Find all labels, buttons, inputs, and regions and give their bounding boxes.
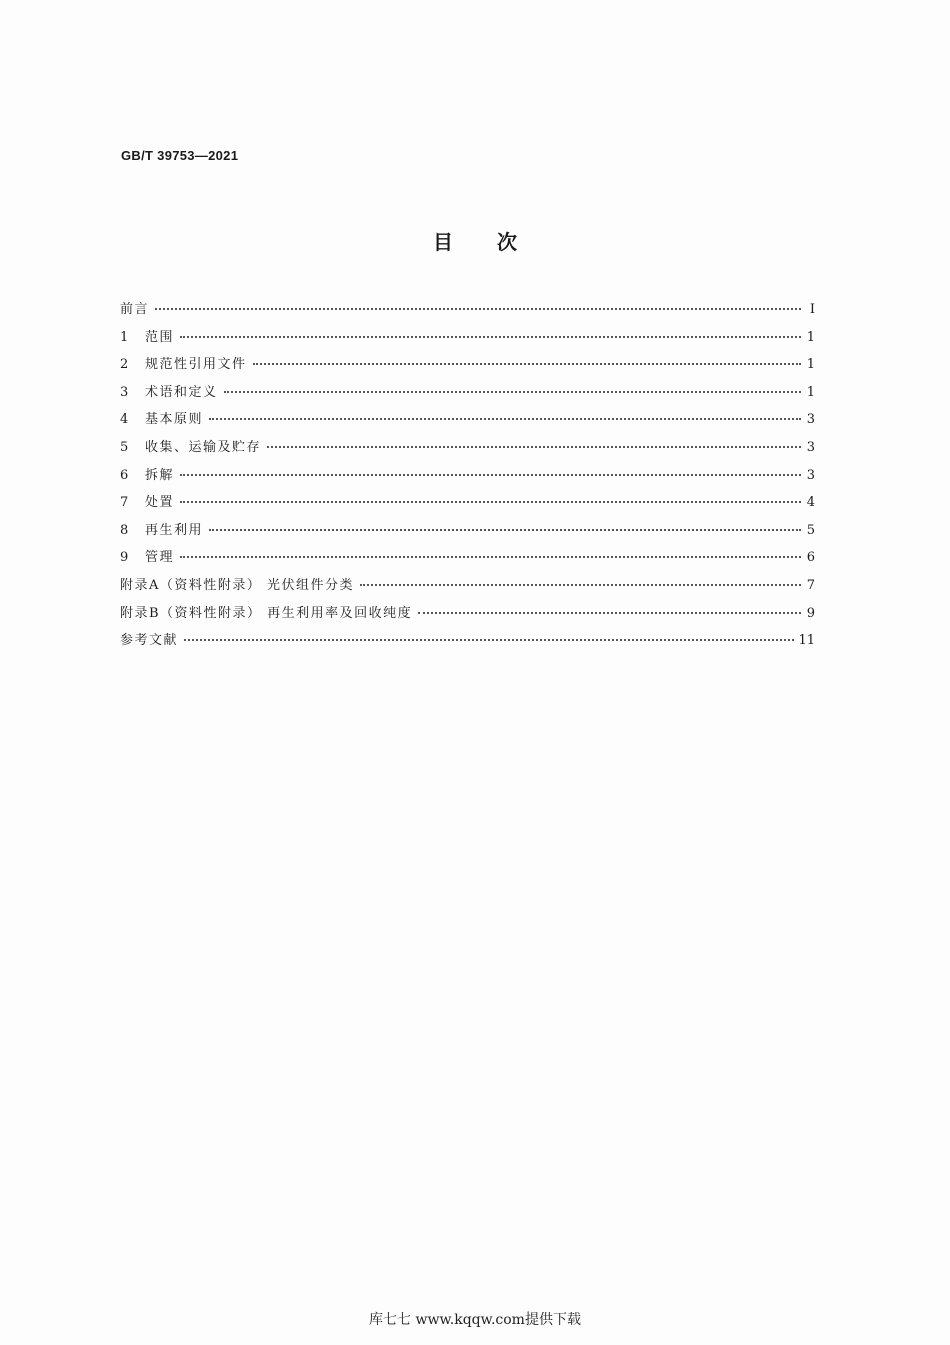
toc-leader-dots xyxy=(180,474,801,476)
toc-entry-page: 11 xyxy=(798,633,815,649)
toc-entry-page: 1 xyxy=(806,329,815,345)
toc-entry-foreword[interactable] xyxy=(120,298,815,326)
toc-entry-6[interactable] xyxy=(120,464,815,492)
toc-entry-number: 1 xyxy=(120,329,129,345)
toc-entry-page: 9 xyxy=(806,605,815,621)
toc-entry-page: 3 xyxy=(806,467,815,483)
toc-entry-number: 6 xyxy=(120,467,129,483)
toc-entry-page: 7 xyxy=(806,577,815,593)
toc-entry-number: 8 xyxy=(120,522,129,538)
download-source-footer: 库七七 www.kqqw.com提供下载 xyxy=(369,1312,581,1328)
toc-entry-page: 3 xyxy=(806,439,815,455)
toc-leader-dots xyxy=(180,556,801,558)
toc-entry-page: 3 xyxy=(806,412,815,428)
toc-leader-dots xyxy=(267,446,801,448)
toc-entry-label: 参考文献 xyxy=(120,633,179,649)
toc-entry-page: 1 xyxy=(806,357,815,373)
toc-leader-dots xyxy=(155,308,801,310)
toc-entry-number: 2 xyxy=(120,357,129,373)
toc-entry-page: 5 xyxy=(806,522,815,538)
toc-entry-4[interactable] xyxy=(120,408,815,436)
toc-leader-dots xyxy=(184,639,794,641)
toc-entry-label: 范围 xyxy=(145,329,175,345)
toc-entry-label: 再生利用 xyxy=(145,522,204,538)
toc-entry-label: 拆解 xyxy=(145,467,175,483)
document-code: GB/T 39753—2021 xyxy=(121,148,239,163)
toc-entry-3[interactable] xyxy=(120,381,815,409)
toc-entry-page: I xyxy=(809,302,815,317)
toc-entry-number: 3 xyxy=(120,384,129,400)
toc-entry-label: 基本原则 xyxy=(145,412,204,428)
toc-entry-page: 4 xyxy=(806,495,815,511)
toc-entry-number: 5 xyxy=(120,439,129,455)
toc-entry-number: 4 xyxy=(120,412,129,428)
toc-entry-page: 6 xyxy=(806,550,815,566)
toc-entry-number: 7 xyxy=(120,495,129,511)
table-of-contents xyxy=(120,298,815,657)
toc-entry-label: 处置 xyxy=(145,495,175,511)
toc-entry-label: 前言 xyxy=(120,302,150,317)
toc-leader-dots xyxy=(180,336,801,338)
toc-entry-7[interactable] xyxy=(120,491,815,519)
toc-leader-dots xyxy=(209,529,801,531)
toc-entry-number: 9 xyxy=(120,550,129,566)
toc-leader-dots xyxy=(418,612,801,614)
toc-entry-label: 附录B（资料性附录） 再生利用率及回收纯度 xyxy=(120,605,413,621)
toc-entry-2[interactable] xyxy=(120,353,815,381)
toc-entry-8[interactable] xyxy=(120,519,815,547)
toc-entry-9[interactable] xyxy=(120,546,815,574)
toc-leader-dots xyxy=(360,584,801,586)
toc-entry-label: 管理 xyxy=(145,550,175,566)
toc-entry-label: 术语和定义 xyxy=(145,384,218,400)
toc-entry-5[interactable] xyxy=(120,436,815,464)
toc-entry-appendix-b[interactable] xyxy=(120,602,815,630)
toc-entry-label: 规范性引用文件 xyxy=(145,357,247,373)
toc-leader-dots xyxy=(209,418,801,420)
toc-leader-dots xyxy=(253,363,801,365)
toc-leader-dots xyxy=(180,501,801,503)
toc-entry-appendix-a[interactable] xyxy=(120,574,815,602)
toc-entry-page: 1 xyxy=(806,384,815,400)
toc-leader-dots xyxy=(224,391,801,393)
toc-entry-references[interactable] xyxy=(120,629,815,657)
toc-entry-label: 收集、运输及贮存 xyxy=(145,439,262,455)
page-title: 目次 xyxy=(433,230,561,254)
toc-entry-1[interactable] xyxy=(120,326,815,354)
toc-entry-label: 附录A（资料性附录） 光伏组件分类 xyxy=(120,577,355,593)
